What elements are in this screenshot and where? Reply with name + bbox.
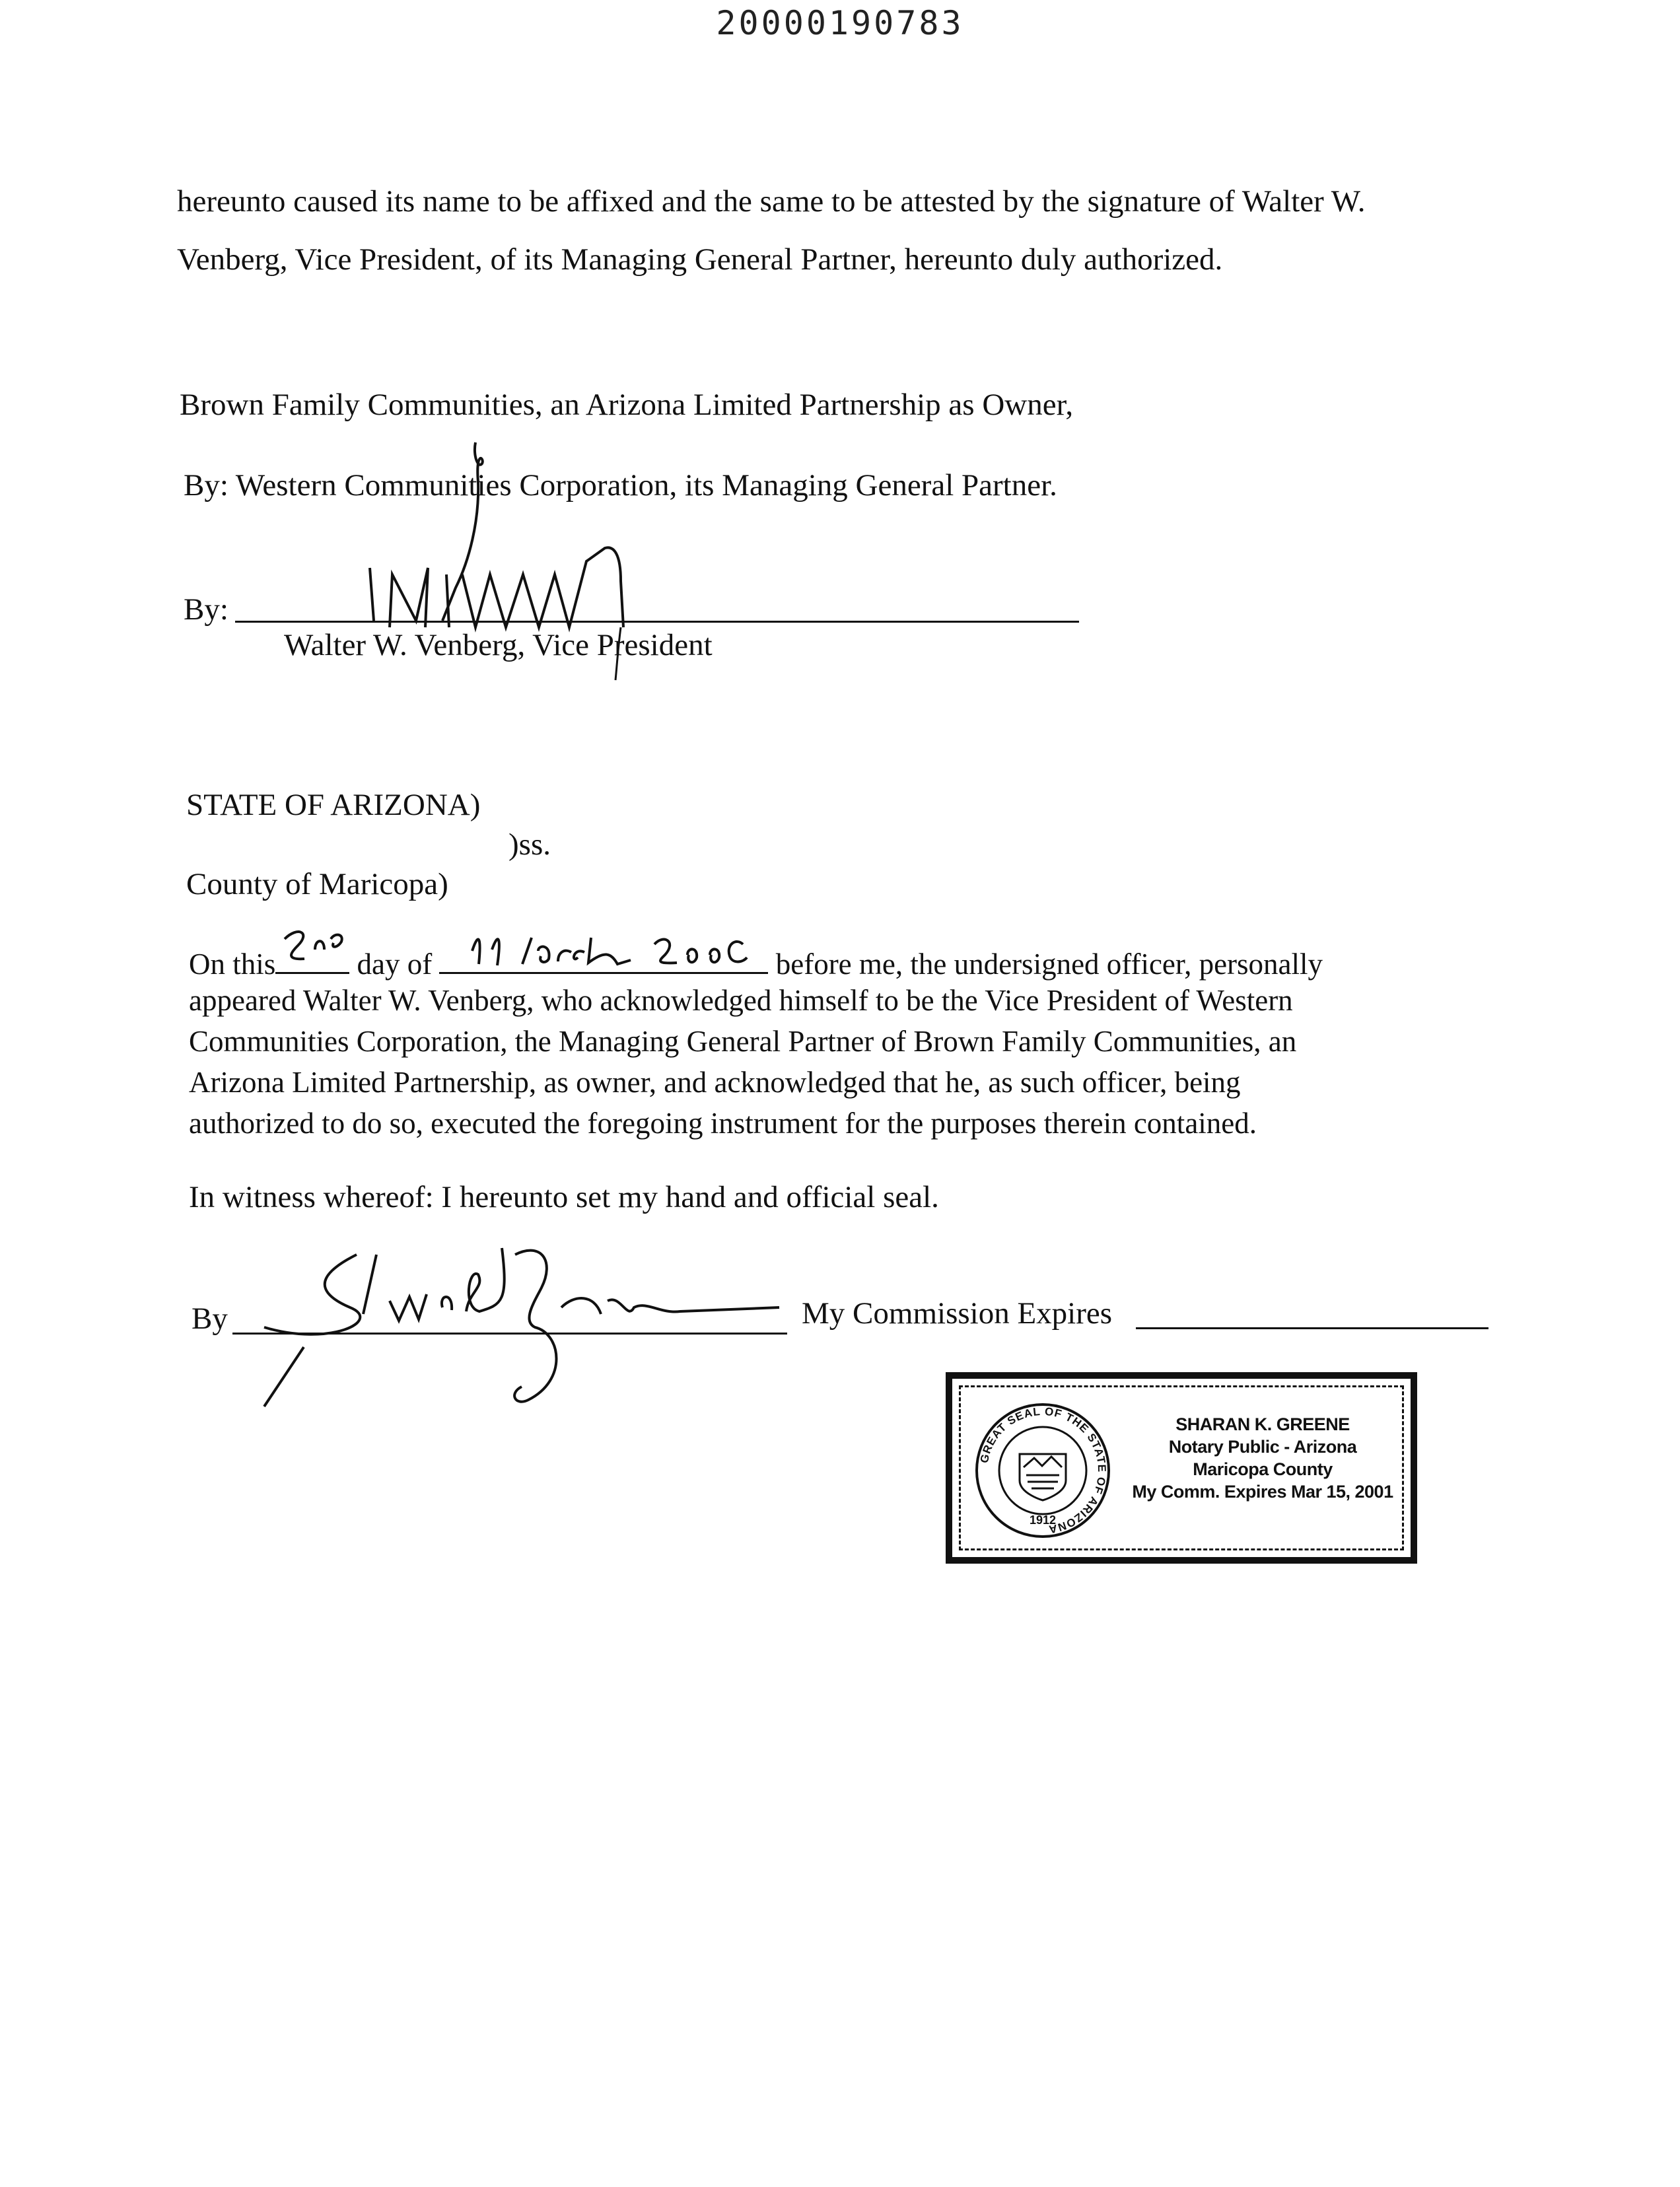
document-number: 20000190783 bbox=[716, 4, 964, 42]
seal-ring-text: GREAT SEAL OF THE STATE OF ARIZONA bbox=[977, 1405, 1109, 1536]
signer-caption: Walter W. Venberg, Vice President bbox=[284, 628, 713, 662]
state-line: STATE OF ARIZONA) bbox=[186, 788, 481, 822]
managing-partner-line: By: Western Communities Corporation, its Managing General Partner. bbox=[184, 468, 1057, 503]
ss-line: )ss. bbox=[508, 827, 551, 862]
owner-by-label: By: bbox=[184, 592, 228, 627]
notary-signature-icon bbox=[251, 1228, 792, 1426]
acknowledgment-line-3: Communities Corporation, the Managing General Partner of Brown Family Communities, an bbox=[189, 1025, 1297, 1058]
county-line: County of Maricopa) bbox=[186, 867, 448, 901]
witness-line: In witness whereof: I hereunto set my hand and official seal. bbox=[189, 1180, 939, 1214]
sentence-rest: before me, the undersigned officer, personally bbox=[775, 948, 1323, 981]
notary-stamp bbox=[946, 1372, 1417, 1564]
notary-name: SHARAN K. GREENE bbox=[1175, 1414, 1350, 1434]
notary-expiration: My Comm. Expires Mar 15, 2001 bbox=[1132, 1482, 1393, 1502]
commission-date-line bbox=[1136, 1327, 1488, 1329]
attestation-line-1: hereunto caused its name to be affixed and the same to be attested by the signature of Walter W. bbox=[177, 184, 1366, 219]
seal-year: 1912 bbox=[1029, 1513, 1057, 1527]
day-field bbox=[275, 938, 349, 974]
acknowledgment-line-4: Arizona Limited Partnership, as owner, and acknowledged that he, as such officer, being bbox=[189, 1066, 1241, 1099]
notary-county: Maricopa County bbox=[1193, 1459, 1333, 1479]
on-this-label: On this bbox=[189, 948, 276, 981]
notary-title: Notary Public - Arizona bbox=[1168, 1437, 1357, 1457]
month-field bbox=[439, 918, 768, 974]
attestation-line-2: Venberg, Vice President, of its Managing General Partner, hereunto duly authorized. bbox=[177, 242, 1223, 277]
stamp-text-block bbox=[1117, 1413, 1408, 1503]
owner-line: Brown Family Communities, an Arizona Limited Partnership as Owner, bbox=[180, 388, 1074, 422]
commission-label: My Commission Expires bbox=[802, 1296, 1113, 1331]
acknowledgment-line-5: authorized to do so, executed the foregoing instrument for the purposes therein contained. bbox=[189, 1107, 1257, 1140]
notary-by-label: By bbox=[192, 1302, 228, 1336]
day-of-label: day of bbox=[357, 948, 433, 981]
arizona-state-seal-icon bbox=[973, 1401, 1112, 1540]
acknowledgment-line-2: appeared Walter W. Venberg, who acknowledged himself to be the Vice President of Western bbox=[189, 984, 1293, 1017]
acknowledgment-line-1 bbox=[189, 918, 1323, 985]
month-value: March 2000 bbox=[459, 918, 463, 919]
owner-signature-icon bbox=[343, 429, 713, 693]
